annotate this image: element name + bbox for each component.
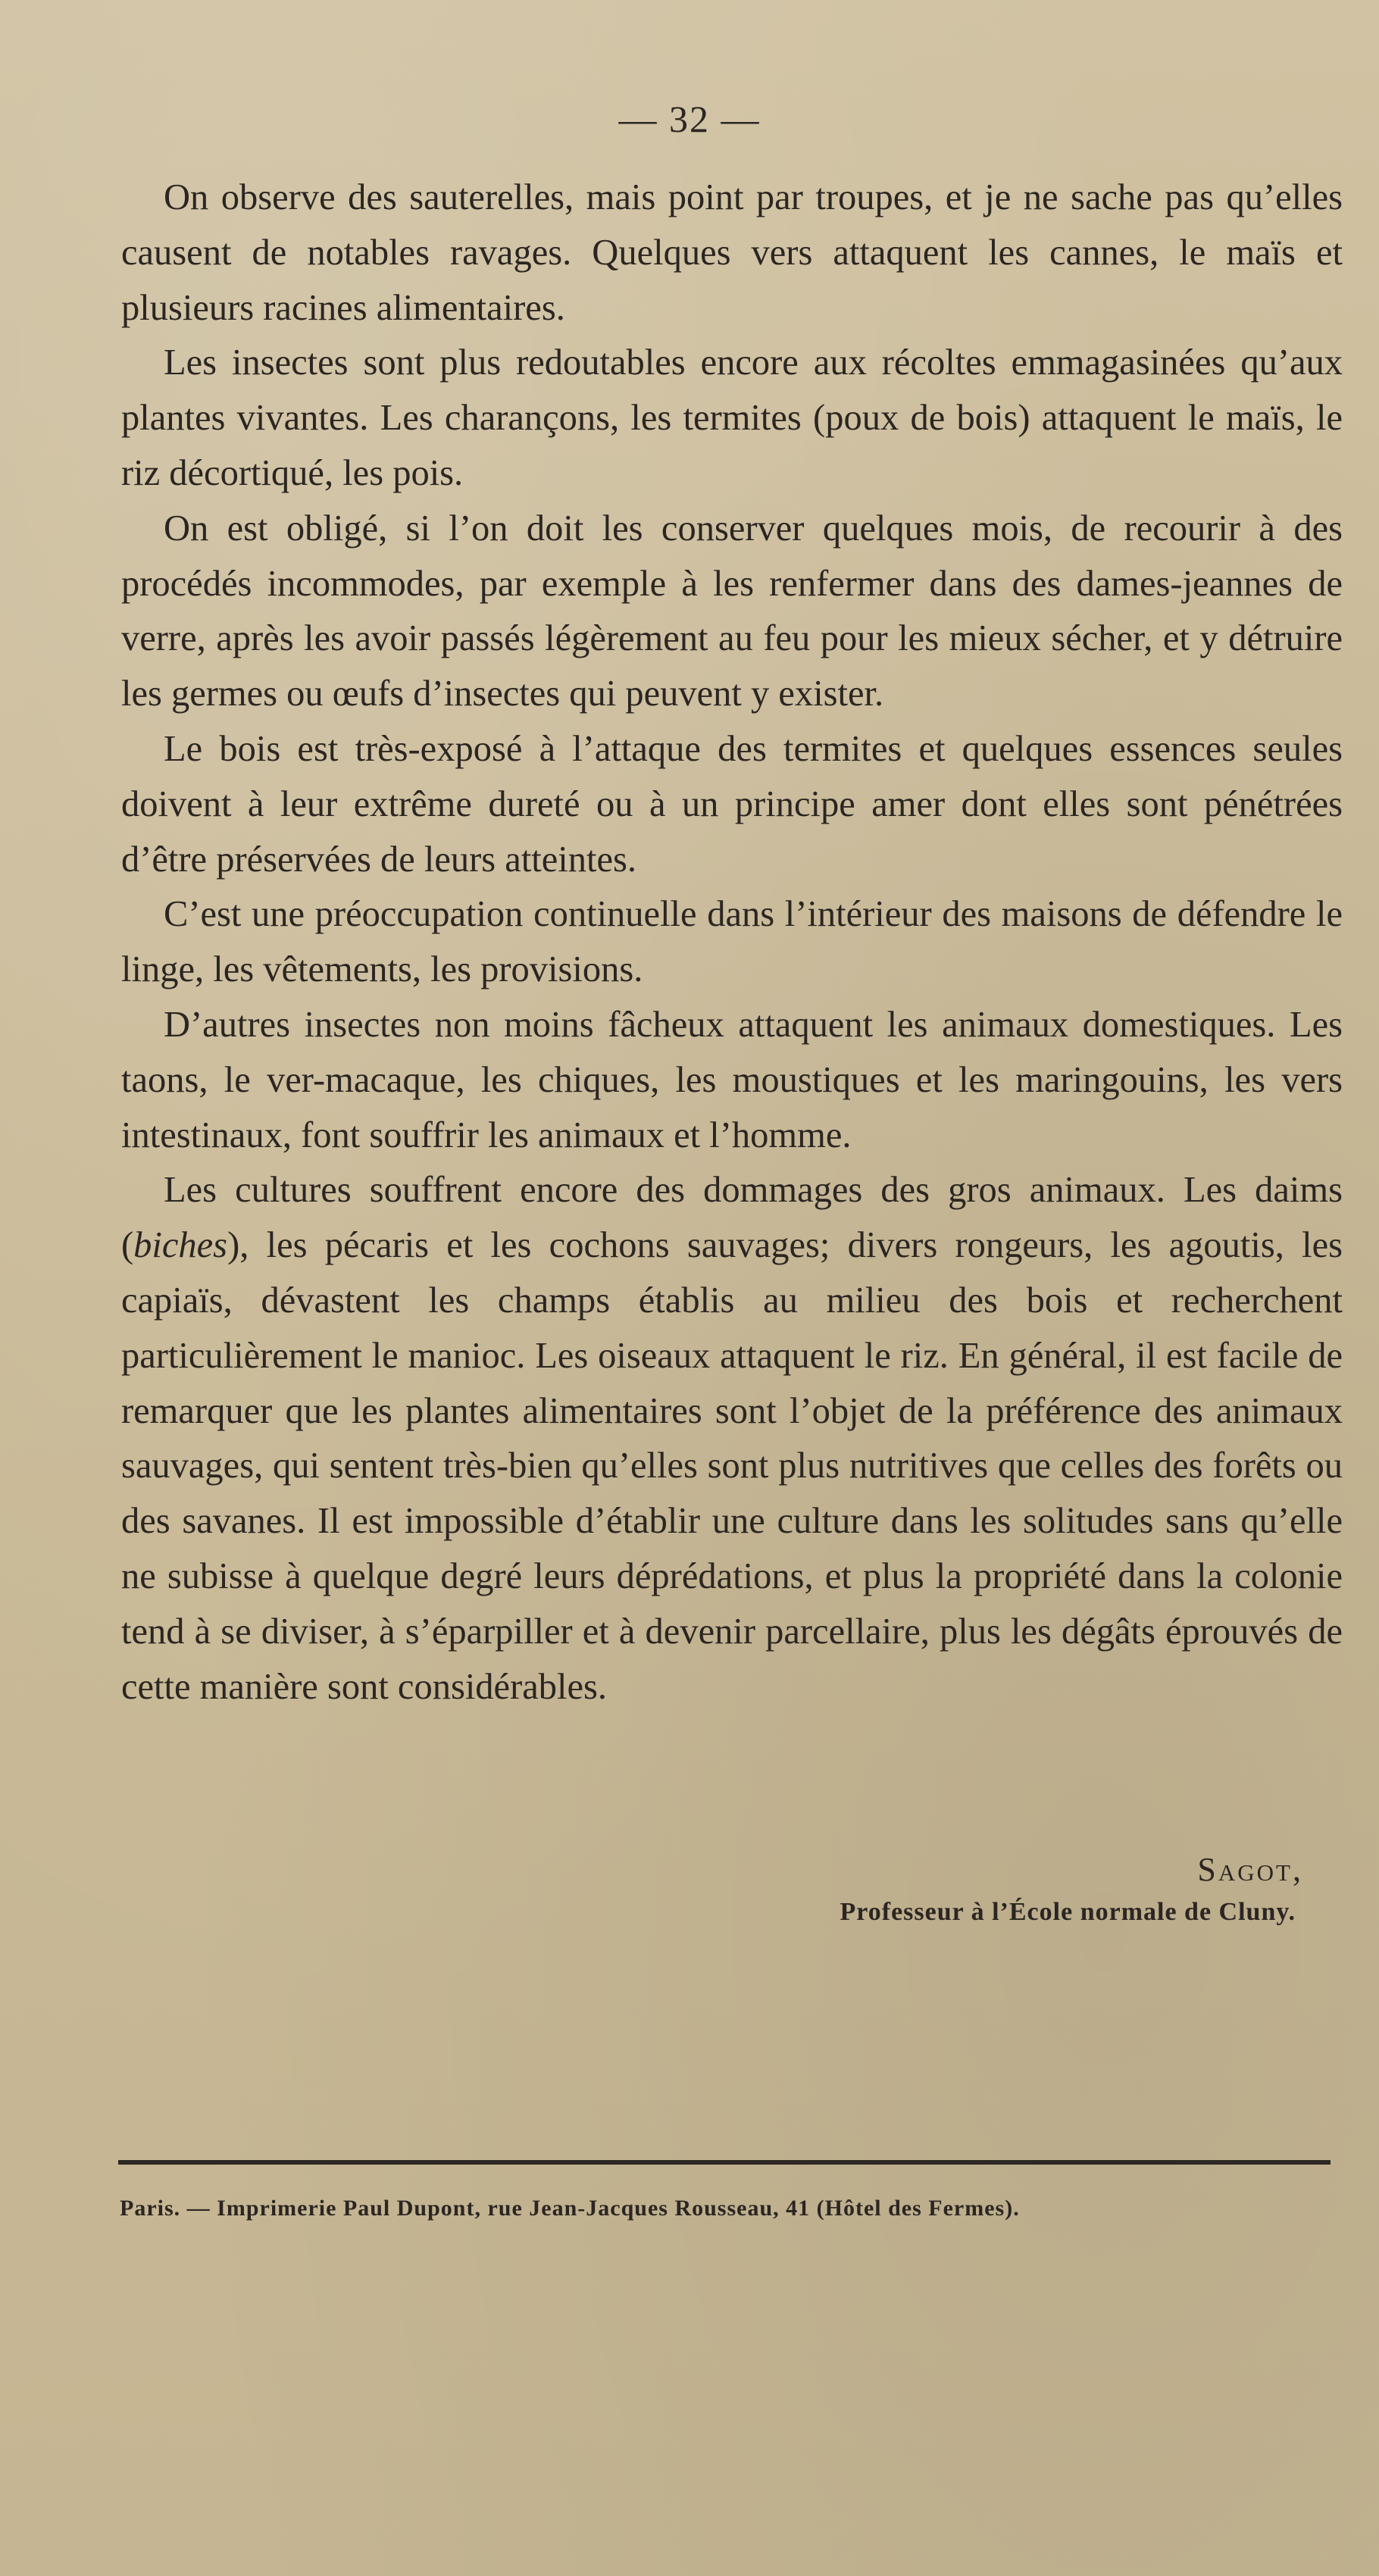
paragraph-6: D’autres insectes non moins fâcheux attaquent les animaux domestiques. Les taons, le ver-macaque, les chiques, les moustiques et les maringouins, les vers intestinaux, font souffrir les animaux et l’homme.: [121, 1004, 1343, 1155]
paragraph-7-italic: biches: [133, 1225, 228, 1266]
paragraph-7: [121, 1163, 1343, 1715]
page-number: — 32 —: [618, 98, 761, 140]
author-signature: Sagot,: [1197, 1851, 1303, 1888]
paragraph-1: On observe des sauterelles, mais point par troupes, et je ne sache pas qu’elles causent de notables ravages. Quelques vers attaquent les cannes, le maïs et plusieurs racines alimentaires.: [121, 177, 1343, 328]
paragraph-4: Le bois est très-exposé à l’attaque des termites et quelques essences seules doivent à leur extrême dureté ou à un principe amer dont elles sont pénétrées d’être préservées de leurs atteintes.: [121, 728, 1343, 880]
body-text: [121, 170, 1343, 1715]
author-affiliation: Professeur à l’École normale de Cluny.: [840, 1898, 1296, 1926]
paragraph-7-start: Les cultures souffrent encore des dommages des gros animaux. Les daims (: [121, 1170, 1343, 1266]
printer-imprint: Paris. — Imprimerie Paul Dupont, rue Jean-Jacques Rousseau, 41 (Hôtel des Fermes).: [120, 2196, 1020, 2221]
paragraph-2: Les insectes sont plus redoutables encore aux récoltes emmagasinées qu’aux plantes vivantes. Les charançons, les termites (poux de bois) attaquent le maïs, le riz décortiqué, les pois.: [121, 342, 1343, 493]
paragraph-3: On est obligé, si l’on doit les conserver quelques mois, de recourir à des procédés incommodes, par exemple à les renfermer dans des dames-jeannes de verre, après les avoir passés légèrement au feu pour les mieux sécher, et y détruire les germes ou œufs d’insectes qui peuvent y exister.: [121, 508, 1343, 714]
paragraph-7-end: ), les pécaris et les cochons sauvages; divers rongeurs, les agoutis, les capiaïs, dévastent les champs établis au milieu des bois et recherchent particulièrement le manioc. Les oiseaux attaquent le riz. En général, il est facile de remarquer que les plantes alimentaires sont l’objet de la préférence des animaux sauvages, qui sentent très-bien qu’elles sont plus nutritives que celles des forêts ou des savanes. Il est impossible d’établir une culture dans les solitudes sans qu’elle ne subisse à quelque degré leurs déprédations, et plus la propriété dans la colonie tend à se diviser, à s’éparpiller et à devenir parcellaire, plus les dégâts éprouvés de cette manière sont considérables.: [121, 1225, 1343, 1707]
paragraph-5: C’est une préoccupation continuelle dans l’intérieur des maisons de défendre le linge, les vêtements, les provisions.: [121, 894, 1343, 990]
footer-rule: [118, 2160, 1331, 2165]
